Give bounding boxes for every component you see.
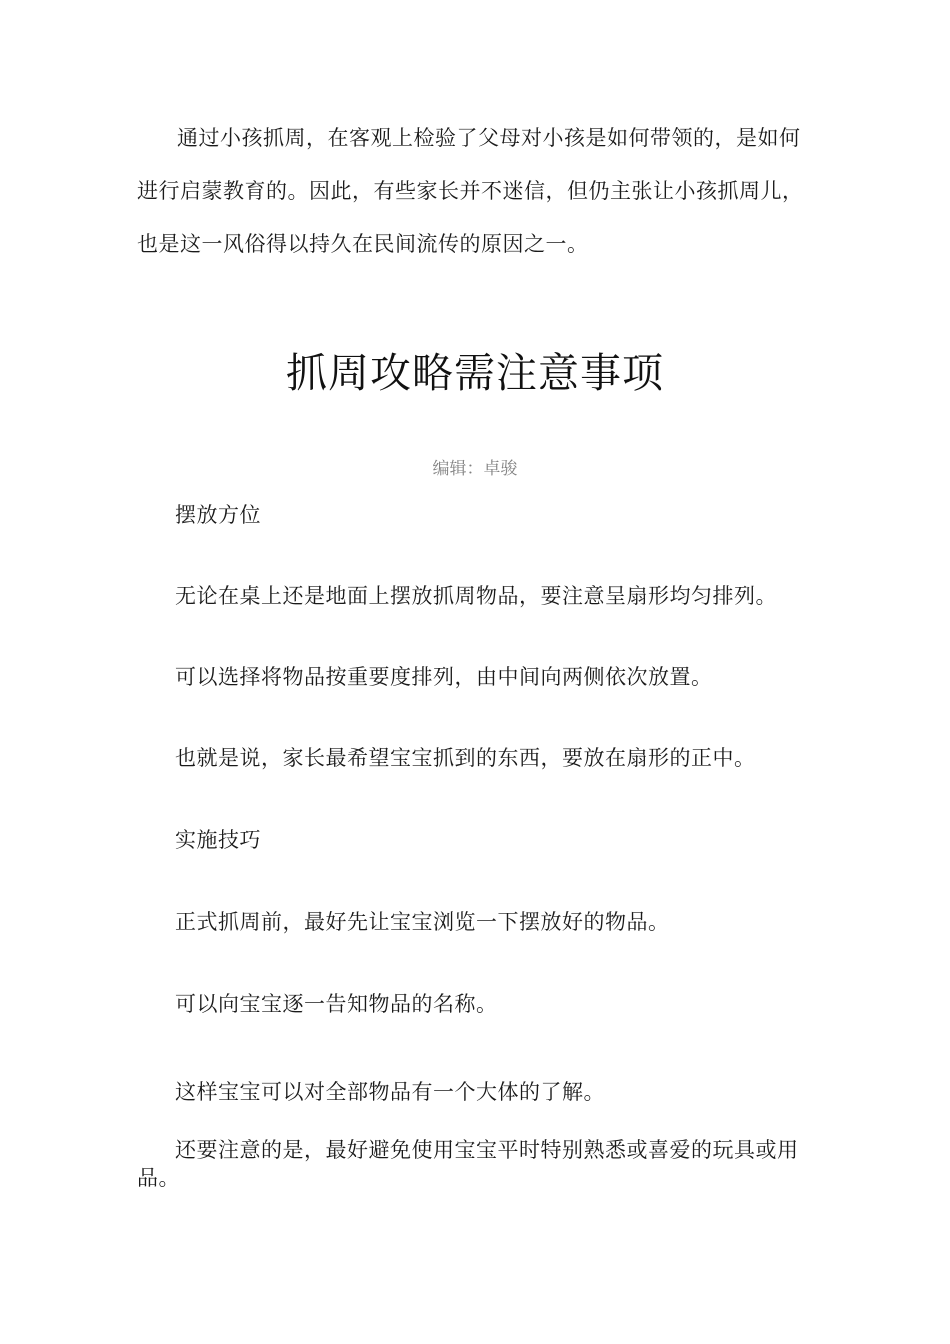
section-heading-tips: 实施技巧 bbox=[175, 828, 261, 852]
tips-line-2: 可以向宝宝逐一告知物品的名称。 bbox=[175, 992, 498, 1016]
tips-line-1: 正式抓周前，最好先让宝宝浏览一下摆放好的物品。 bbox=[175, 910, 670, 934]
tips-line-3: 这样宝宝可以对全部物品有一个大体的了解。 bbox=[175, 1080, 605, 1104]
section-heading-placement: 摆放方位 bbox=[175, 503, 261, 527]
tips-line-4: 还要注意的是，最好避免使用宝宝平时特别熟悉或喜爱的玩具或用品。 bbox=[137, 1138, 799, 1190]
article-title: 抓周攻略需注意事项 bbox=[286, 349, 664, 397]
editor-credit: 编辑：卓骏 bbox=[432, 459, 518, 479]
placement-line-3: 也就是说，家长最希望宝宝抓到的东西，要放在扇形的正中。 bbox=[175, 746, 756, 770]
placement-line-2: 可以选择将物品按重要度排列，由中间向两侧依次放置。 bbox=[175, 665, 713, 689]
placement-line-1: 无论在桌上还是地面上摆放抓周物品，要注意呈扇形均匀排列。 bbox=[175, 584, 777, 608]
intro-paragraph: 通过小孩抓周，在客观上检验了父母对小孩是如何带领的，是如何进行启蒙教育的。因此，有些家长并不迷信，但仍主张让小孩抓周儿，也是这一风俗得以持久在民间流传的原因之一。 bbox=[137, 126, 804, 256]
